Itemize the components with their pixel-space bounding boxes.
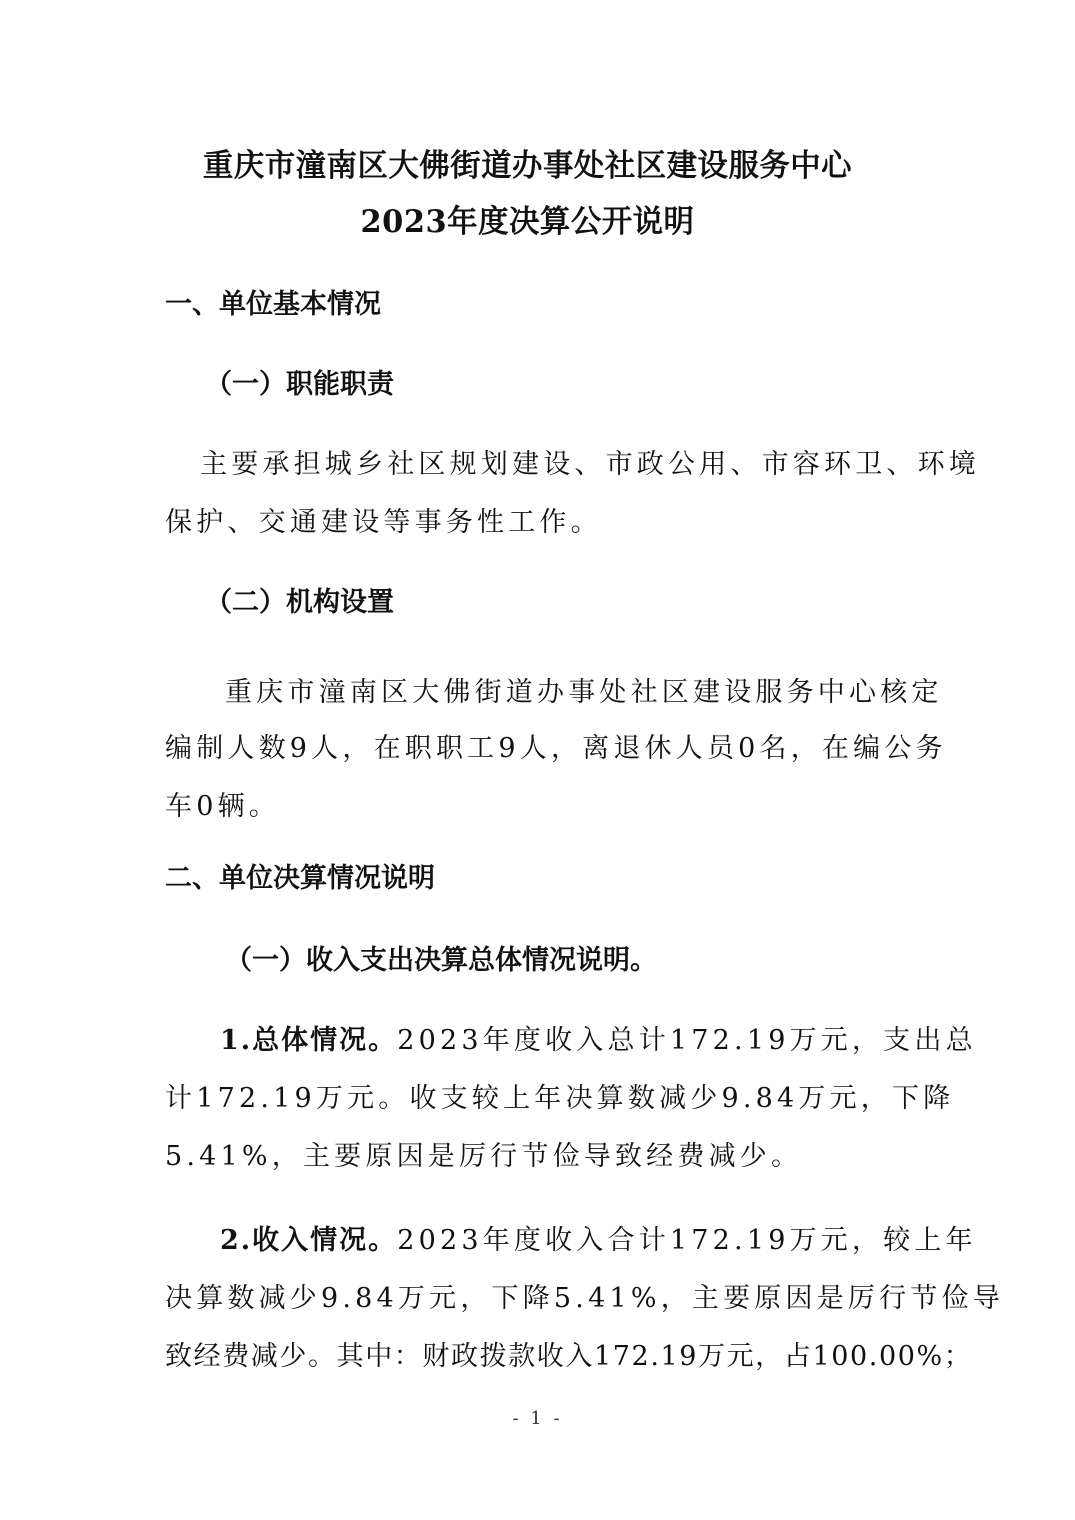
section2-para1-line1 bbox=[220, 1018, 977, 1057]
section1-sub2-line1: 重庆市潼南区大佛街道办事处社区建设服务中心核定 bbox=[225, 677, 943, 708]
section2-para1-line2: 计172.19万元。收支较上年决算数减少9.84万元，下降 bbox=[165, 1083, 955, 1114]
para1-lead: 1.总体情况。 bbox=[220, 1025, 398, 1056]
document-title-line2: 2023年度决算公开说明 bbox=[360, 204, 695, 240]
section2-sub1-heading: （一）收入支出决算总体情况说明。 bbox=[225, 945, 657, 976]
document-title-line1: 重庆市潼南区大佛街道办事处社区建设服务中心 bbox=[202, 148, 853, 184]
section1-sub2-line3: 车0辆。 bbox=[165, 791, 280, 822]
para1-line1-text: 2023年度收入总计172.19万元，支出总 bbox=[397, 1025, 977, 1056]
section2-para2-line2: 决算数减少9.84万元，下降5.41%，主要原因是厉行节俭导 bbox=[165, 1283, 1004, 1314]
section1-sub2-line2: 编制人数9人，在职职工9人，离退休人员0名，在编公务 bbox=[165, 733, 947, 764]
para2-lead: 2.收入情况。 bbox=[220, 1225, 398, 1256]
section2-heading: 二、单位决算情况说明 bbox=[165, 863, 435, 894]
section2-para2-line3: 致经费减少。其中：财政拨款收入172.19万元，占100.00%； bbox=[165, 1341, 973, 1372]
section1-heading: 一、单位基本情况 bbox=[165, 289, 381, 320]
page-number: - 1 - bbox=[512, 1408, 563, 1429]
section1-sub1-line1: 主要承担城乡社区规划建设、市政公用、市容环卫、环境 bbox=[200, 449, 980, 480]
para2-line1-text: 2023年度收入合计172.19万元，较上年 bbox=[397, 1225, 977, 1256]
section1-sub1-heading: （一）职能职责 bbox=[205, 369, 394, 400]
section1-sub2-heading: （二）机构设置 bbox=[205, 587, 394, 618]
section1-sub1-line2: 保护、交通建设等事务性工作。 bbox=[165, 507, 602, 538]
section2-para1-line3: 5.41%，主要原因是厉行节俭导致经费减少。 bbox=[165, 1141, 803, 1172]
section2-para2-line1 bbox=[220, 1218, 977, 1257]
